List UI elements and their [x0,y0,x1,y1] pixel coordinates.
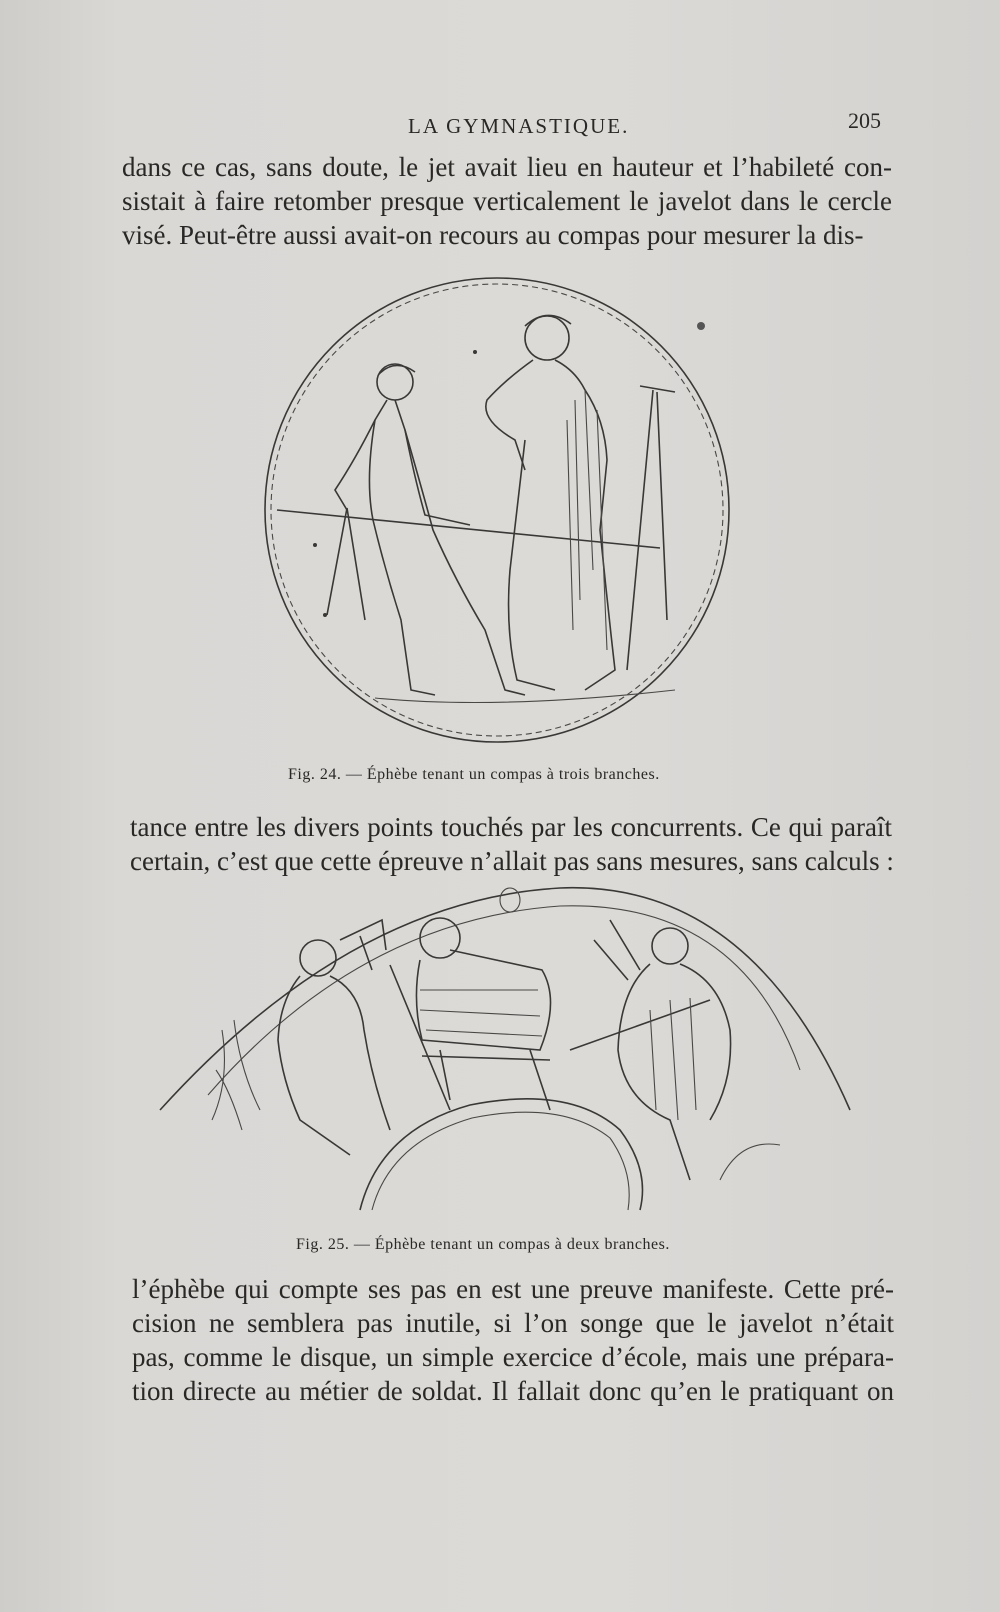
figure-25-caption: Fig. 25. — Éphèbe tenant un compas à deux branches. [296,1236,670,1253]
text-line: cision ne semblera pas inutile, si l’on songe que le javelot n’était [132,1308,894,1338]
text-line: pas, comme le disque, un simple exercice d’école, mais une prépara- [132,1342,894,1372]
paragraph-2 [130,810,892,878]
figure-24-caption: Fig. 24. — Éphèbe tenant un compas à trois branches. [288,766,660,783]
text-line: certain, c’est que cette épreuve n’allait pas sans mesures, sans calculs : [130,846,894,876]
paragraph-1 [122,150,892,252]
text-line: tance entre les divers points touchés par les concurrents. Ce qui paraît [130,812,892,842]
text-line: visé. Peut-être aussi avait-on recours au compas pour mesurer la dis- [122,220,864,250]
page-number: 205 [848,108,881,133]
text-line: dans ce cas, sans doute, le jet avait lieu en hauteur et l’habileté con- [122,152,892,182]
text-line: l’éphèbe qui compte ses pas en est une preuve manifeste. Cette pré- [132,1274,894,1304]
text-line: tion directe au métier de soldat. Il fallait donc qu’en le pratiquant on [132,1376,894,1406]
text-line: sistait à faire retomber presque verticalement le javelot dans le cercle [122,186,892,216]
paragraph-3 [132,1272,894,1408]
running-head [0,108,1000,138]
figure-24-illustration [255,270,745,755]
running-title: LA GYMNASTIQUE. [408,114,630,138]
figure-25-illustration [150,880,870,1230]
